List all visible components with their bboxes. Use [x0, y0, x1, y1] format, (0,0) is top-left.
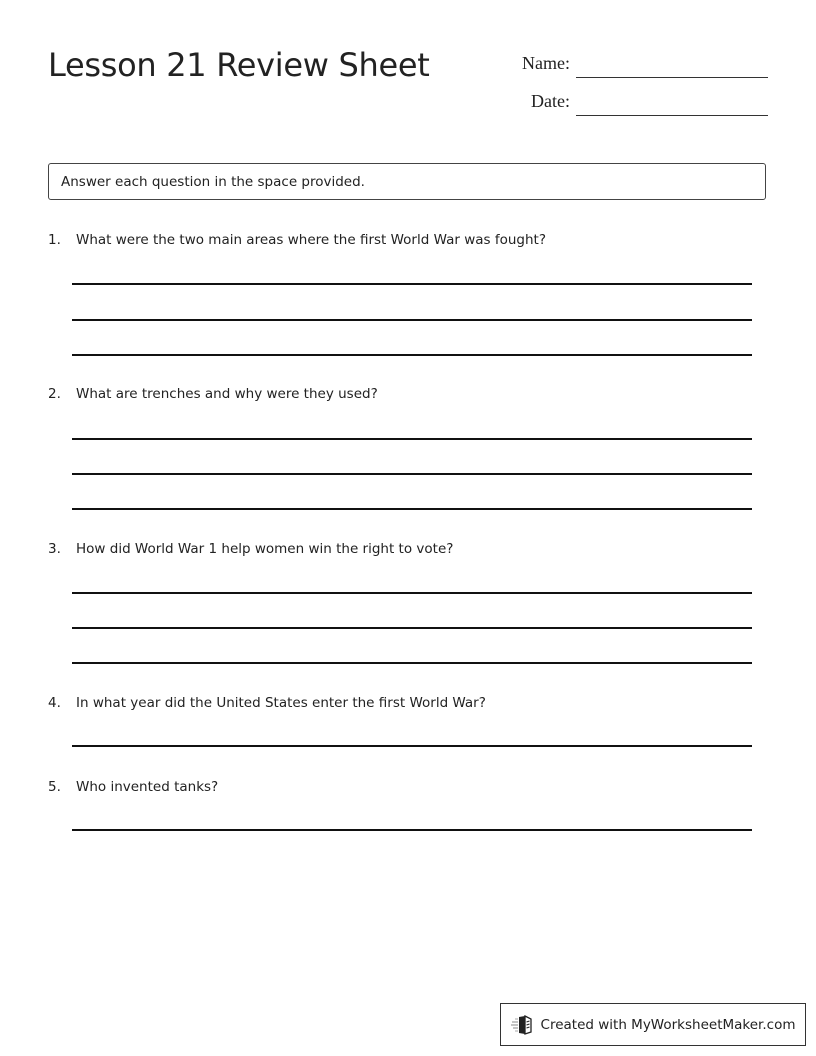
page-title: Lesson 21 Review Sheet	[48, 46, 430, 84]
worksheet-logo-icon	[511, 1015, 535, 1035]
answer-line-1c[interactable]	[72, 354, 752, 356]
name-label: Name:	[522, 53, 570, 73]
footer-text: Created with MyWorksheetMaker.com	[540, 1016, 796, 1033]
question-text: What are trenches and why were they used?	[76, 386, 378, 402]
question-text: Who invented tanks?	[76, 779, 219, 795]
question-number: 2.	[48, 386, 61, 402]
answer-line-1b[interactable]	[72, 319, 752, 321]
instructions-box: Answer each question in the space provided.	[48, 163, 766, 200]
answer-line-3c[interactable]	[72, 662, 752, 664]
answer-line-5a[interactable]	[72, 829, 752, 831]
answer-line-2a[interactable]	[72, 438, 752, 440]
answer-line-2c[interactable]	[72, 508, 752, 510]
answer-line-1a[interactable]	[72, 283, 752, 285]
name-field[interactable]	[500, 48, 768, 78]
question-number: 5.	[48, 779, 61, 795]
answer-line-4a[interactable]	[72, 745, 752, 747]
date-label: Date:	[531, 91, 570, 111]
answer-line-3a[interactable]	[72, 592, 752, 594]
name-input-line[interactable]	[576, 77, 768, 78]
question-number: 1.	[48, 232, 61, 248]
answer-line-2b[interactable]	[72, 473, 752, 475]
question-text: In what year did the United States enter the first World War?	[76, 695, 486, 711]
date-input-line[interactable]	[576, 115, 768, 116]
date-field[interactable]	[500, 86, 768, 116]
answer-line-3b[interactable]	[72, 627, 752, 629]
question-number: 4.	[48, 695, 61, 711]
question-number: 3.	[48, 541, 61, 557]
question-text: What were the two main areas where the first World War was fought?	[76, 232, 546, 248]
question-text: How did World War 1 help women win the right to vote?	[76, 541, 454, 557]
footer-credit[interactable]	[500, 1003, 806, 1046]
